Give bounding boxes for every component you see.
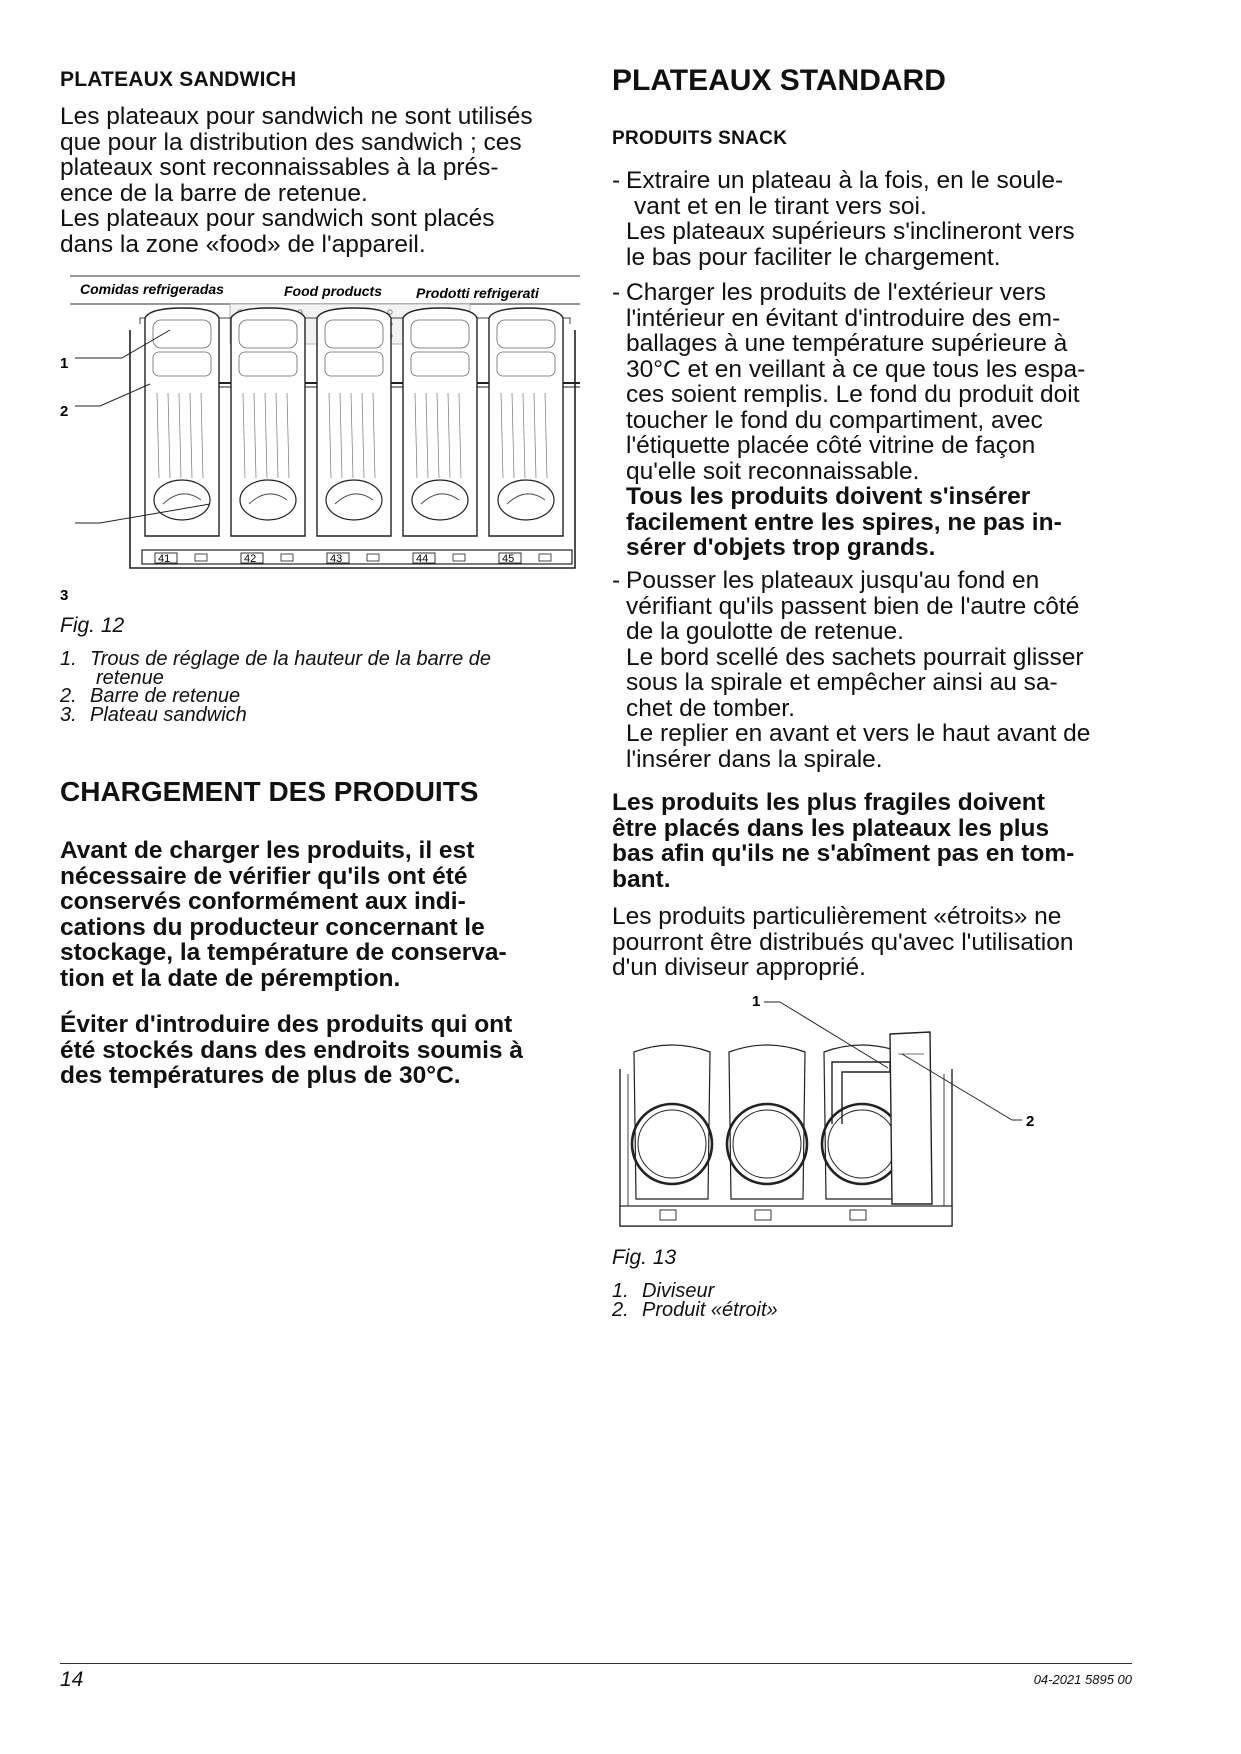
fig12-zone-label-3: Prodotti refrigerati <box>416 285 539 301</box>
loading-paragraph-1: Avant de charger les produits, il est nécessaire de vérifier qu'ils ont été conservés conformément aux indi- cations du producteur concernant le stockage, la température de conserva- tion et la date de péremption. <box>60 837 507 992</box>
fig12-legend-item: 3. Plateau sandwich <box>60 703 247 726</box>
subheading-snack: PRODUITS SNACK <box>612 128 788 149</box>
sandwich-paragraph-1: Les plateaux pour sandwich ne sont utilisés que pour la distribution des sandwich ; ces plateaux sont reconnaissables à la prés- ence de la barre de retenue. Les plateaux pour sandwich sont placés dans la zone «food» de l'appareil. <box>60 103 533 258</box>
sandwich-pack <box>403 308 477 536</box>
fig13-legend <box>612 1282 1012 1319</box>
fig12-zone-label-2: Food products <box>284 283 382 299</box>
fig12-slot-number: 43 <box>330 553 343 565</box>
document-code: 04-2021 5895 00 <box>1033 1672 1132 1687</box>
bullet-item-3: - Pousser les plateaux jusqu'au fond en vérifiant qu'ils passent bien de l'autre côté de la goulotte de retenue. Le bord scellé des sachets pourrait glisser sous la spirale et empêcher ainsi au sa- chet de tomber. Le replier en avant et vers le haut avant de l'insérer dans la spirale. <box>612 567 1091 773</box>
fig12-callout-1: 1 <box>60 355 69 372</box>
fig12-slot-number: 41 <box>158 553 171 565</box>
fig12-slot-number: 44 <box>416 553 429 565</box>
narrow-products-note: Les produits particulièrement «étroits» ne pourront être distribués qu'avec l'utilisation d'un diviseur approprié. <box>612 903 1074 981</box>
fig13-callout-2: 2 <box>1026 1113 1035 1130</box>
fig13-legend-item: 2. Produit «étroit» <box>612 1298 778 1321</box>
loading-paragraph-2: Éviter d'introduire des produits qui ont été stockés dans des endroits soumis à des températures de plus de 30°C. <box>60 1011 523 1089</box>
fig13-legend-item: 1. Diviseur <box>612 1280 715 1302</box>
bullet-item-2: - Charger les produits de l'extérieur vers l'intérieur en évitant d'introduire des em- ballages à une température supérieure à 30°C et en veillant à ce que tous les espa- ces soient remplis. Le fond du produit doit toucher le fond du compartiment, avec l'étiquette placée côté vitrine de façon qu'elle soit reconnaissable. Tous les produits doivent s'insérer facilement entre les spires, ne pas in- sérer d'objets trop grands. <box>612 279 1086 561</box>
fragile-products-note: Les produits les plus fragiles doivent être placés dans les plateaux les plus bas afin qu'ils ne s'abîment pas en tom- bant. <box>612 789 1075 893</box>
section-heading-standard: PLATEAUX STANDARD <box>612 64 946 97</box>
sandwich-pack <box>489 308 563 536</box>
fig12-slot-number: 42 <box>244 553 257 565</box>
sandwich-pack <box>231 308 305 536</box>
sandwich-pack <box>145 308 219 536</box>
fig12-callout-3: 3 <box>60 587 69 604</box>
fig12-legend-item: 2. Barre de retenue <box>60 685 241 707</box>
page-number: 14 <box>60 1668 84 1691</box>
fig13-callout-1: 1 <box>752 993 761 1010</box>
fig12-slot-number: 45 <box>502 553 515 565</box>
fig12-legend-item: 1. Trous de réglage de la hauteur de la barre de retenue <box>60 648 492 689</box>
section-heading-loading: CHARGEMENT DES PRODUITS <box>60 776 479 807</box>
footer-divider <box>60 1663 1132 1664</box>
fig12-zone-label-1: Comidas refrigeradas <box>80 281 224 297</box>
bullet-item-1: - Extraire un plateau à la fois, en le soule- vant et en le tirant vers soi. Les plateaux supérieurs s'inclineront vers le bas pour faciliter le chargement. <box>612 167 1075 271</box>
fig12-title: Fig. 12 <box>60 614 125 637</box>
sandwich-pack <box>317 308 391 536</box>
fig13-divider-illustration <box>612 994 1052 1244</box>
fig12-callout-2: 2 <box>60 403 69 420</box>
fig12-legend <box>60 650 590 724</box>
section-heading-sandwich: PLATEAUX SANDWICH <box>60 68 297 91</box>
fig12-sandwich-tray-illustration <box>60 268 580 608</box>
fig13-title: Fig. 13 <box>612 1246 677 1269</box>
